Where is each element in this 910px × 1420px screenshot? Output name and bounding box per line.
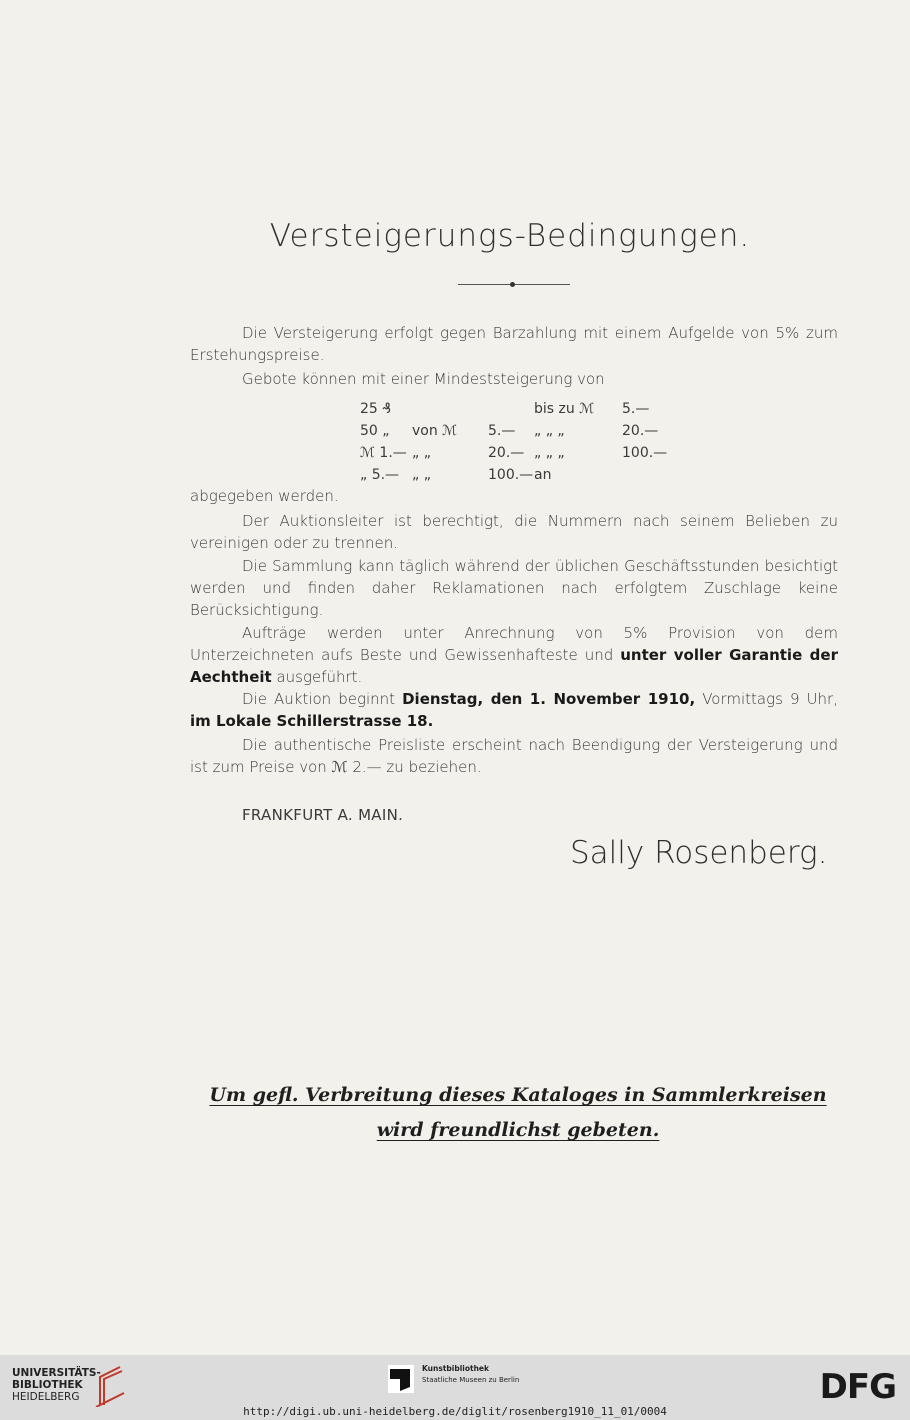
table-cell: 20.— xyxy=(488,445,525,461)
paragraph-auction-date xyxy=(190,688,838,732)
ub-line3: HEIDELBERG xyxy=(12,1391,80,1403)
table-cell: 100.— xyxy=(622,445,668,461)
kb-line1: Kunstbibliothek xyxy=(422,1364,490,1373)
paragraph-bids-end: abgegeben werden. xyxy=(190,487,339,505)
table-cell: „ „ „ xyxy=(534,423,565,439)
guarantee-text: unter voller Garantie der Aechtheit xyxy=(190,646,838,686)
commissions-end: ausgeführt. xyxy=(276,668,363,686)
source-url[interactable]: http://digi.ub.uni-heidelberg.de/diglit/rosenberg1910_11_01/0004 xyxy=(243,1405,667,1418)
kb-line2: Staatliche Museen zu Berlin xyxy=(422,1376,520,1384)
auction-start-text: Die Auktion beginnt xyxy=(242,690,396,708)
table-cell: bis zu ℳ xyxy=(534,401,595,417)
table-cell: 50 „ xyxy=(360,423,390,439)
table-cell: „ „ xyxy=(412,467,431,483)
ub-line2: BIBLIOTHEK xyxy=(12,1379,83,1391)
auction-time: Vormittags 9 Uhr, xyxy=(702,690,838,708)
table-cell: „ „ xyxy=(412,445,431,461)
table-cell: 20.— xyxy=(622,423,659,439)
place-line: FRANKFURT A. MAIN. xyxy=(242,806,404,824)
table-row xyxy=(360,401,680,423)
kunstbibliothek-logo-icon xyxy=(388,1365,414,1393)
ub-heidelberg-label xyxy=(12,1367,101,1403)
table-cell: 100.— xyxy=(488,467,534,483)
bid-increment-table xyxy=(360,401,680,489)
table-cell: 5.— xyxy=(622,401,650,417)
paragraph-commissions xyxy=(190,622,838,688)
request-note-line2: wird freundlichst gebeten. xyxy=(376,1119,660,1141)
page-title: Versteigerungs-Bedingungen. xyxy=(269,218,751,254)
ub-logo-icon xyxy=(94,1363,126,1407)
dfg-logo: DFG xyxy=(819,1367,896,1407)
table-cell: „ 5.— xyxy=(360,467,400,483)
paragraph-bids: Gebote können mit einer Mindeststeigerung von xyxy=(242,370,605,388)
table-cell: „ „ „ xyxy=(534,445,565,461)
table-cell: an xyxy=(534,467,552,483)
paragraph-payment: Die Versteigerung erfolgt gegen Barzahlung mit einem Aufgelde von 5% zum Erstehungspreise. xyxy=(190,324,838,364)
paragraph-auctioneer: Der Auktionsleiter ist berechtigt, die Nummern nach seinem Belieben zu vereinigen oder zu trennen. xyxy=(190,512,838,552)
divider-ornament xyxy=(510,282,515,287)
ub-line1: UNIVERSITÄTS- xyxy=(12,1367,101,1379)
request-note-line1: Um gefl. Verbreitung dieses Kataloges in Sammlerkreisen xyxy=(209,1084,827,1106)
paragraph-viewing: Die Sammlung kann täglich während der üblichen Geschäftsstunden besichtigt werden und finden daher Reklamationen nach erfolgtem Zuschlage keine Berücksichtigung. xyxy=(190,557,838,619)
table-cell: von ℳ xyxy=(412,423,458,439)
table-row xyxy=(360,423,680,445)
table-cell: 25 ₰ xyxy=(360,401,392,417)
table-cell: ℳ 1.— xyxy=(360,445,407,461)
auction-date: Dienstag, den 1. November 1910, xyxy=(402,690,696,708)
table-row xyxy=(360,445,680,467)
table-cell: 5.— xyxy=(488,423,516,439)
footer-bar xyxy=(0,1355,910,1420)
paragraph-price-list: Die authentische Preisliste erscheint nach Beendigung der Versteigerung und ist zum Preise von ℳ 2.— zu beziehen. xyxy=(190,736,838,776)
auction-location: im Lokale Schillerstrasse 18. xyxy=(190,712,434,730)
signature: Sally Rosenberg. xyxy=(570,835,828,871)
commissions-text: Aufträge werden unter Anrechnung von 5% Provision von dem Unterzeichneten aufs Beste und Gewissenhafteste und xyxy=(190,624,838,664)
